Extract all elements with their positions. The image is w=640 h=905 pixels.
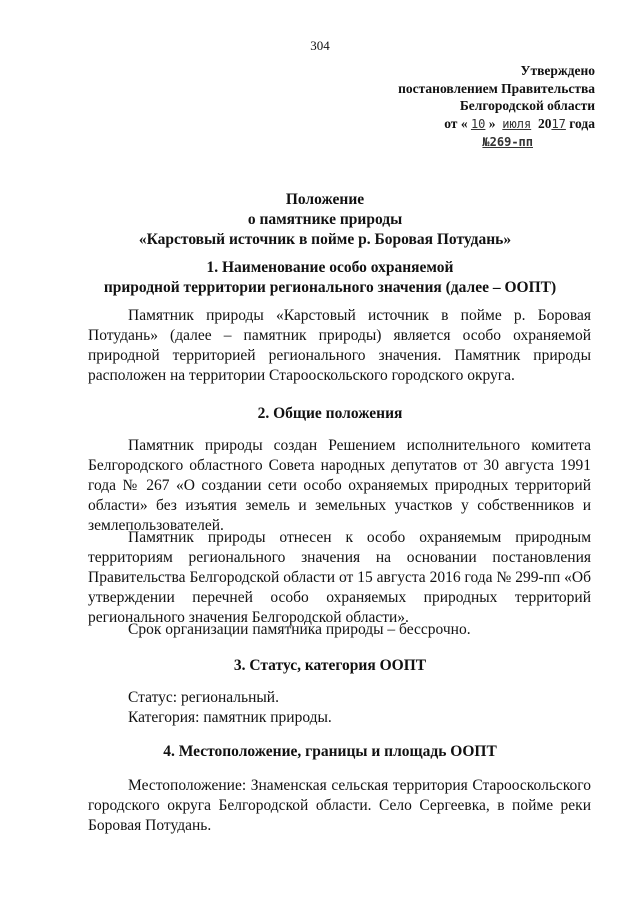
title-line-3: «Карстовый источник в пойме р. Боровая Потудань» — [138, 231, 512, 248]
section-4-paragraph: Местоположение: Знаменская сельская территория Старооскольского городского округа Белгородской области. Село Сергеевка, в пойме реки Боровая Потудань. — [88, 777, 591, 834]
section-1-paragraph: Памятник природы «Карстовый источник в пойме р. Боровая Потудань» (далее – памятник природы) является особо охраняемой природной территорией регионального значения. Памятник природы расположен на территории Старооскольского городского округа. — [88, 307, 591, 384]
section-4-heading: 4. Местоположение, границы и площадь ООПТ — [163, 743, 497, 760]
title-line-2: о памятнике природы — [247, 211, 403, 228]
document-title — [60, 190, 590, 250]
approval-line-2: постановлением Правительства — [398, 80, 595, 96]
category-line: Категория: памятник природы. — [128, 709, 332, 726]
date-year-word: года — [569, 115, 595, 131]
section-2-paragraph-3: Срок организации памятника природы – бессрочно. — [128, 621, 471, 638]
approval-number-line — [355, 133, 595, 152]
section-2-paragraph-2: Памятник природы отнесен к особо охраняемым природным территориям регионального значения на основании постановления Правительства Белгородской области от 15 августа 2016 года № 299-пп «Об утверждении перечней особо охраняемых природных территорий регионального значения Белгородской области». — [88, 529, 591, 626]
date-mid: » — [488, 115, 496, 131]
status-line: Статус: региональный. — [128, 689, 279, 706]
page-number: 304 — [310, 38, 330, 53]
section-2-heading: 2. Общие положения — [257, 405, 403, 422]
date-prefix: от « — [444, 115, 468, 131]
title-line-1: Положение — [285, 191, 365, 208]
section-1-heading-line-2: природной территории регионального значения (далее – ООПТ) — [103, 279, 557, 296]
section-3-heading: 3. Статус, категория ООПТ — [233, 657, 427, 674]
approval-stamp — [355, 62, 595, 152]
date-year-suffix: 17 — [551, 116, 566, 131]
section-1-heading-line-1: 1. Наименование особо охраняемой — [206, 259, 454, 276]
approval-line-1: Утверждено — [520, 63, 595, 78]
date-day: 10 — [470, 116, 486, 131]
date-month: июля — [502, 116, 532, 131]
approval-number: №269-пп — [482, 135, 533, 149]
approval-date — [355, 115, 595, 134]
approval-line-3: Белгородской области — [459, 98, 595, 113]
date-year-prefix: 20 — [537, 115, 552, 131]
section-1-heading — [70, 258, 590, 298]
section-2-paragraph-1: Памятник природы создан Решением исполнительного комитета Белгородского областного Совета народных депутатов от 30 августа 1991 года № 267 «О создании сети особо охраняемых природных территорий области» без изъятия земель и земельных участков у собственников и землепользователей. — [88, 437, 591, 534]
